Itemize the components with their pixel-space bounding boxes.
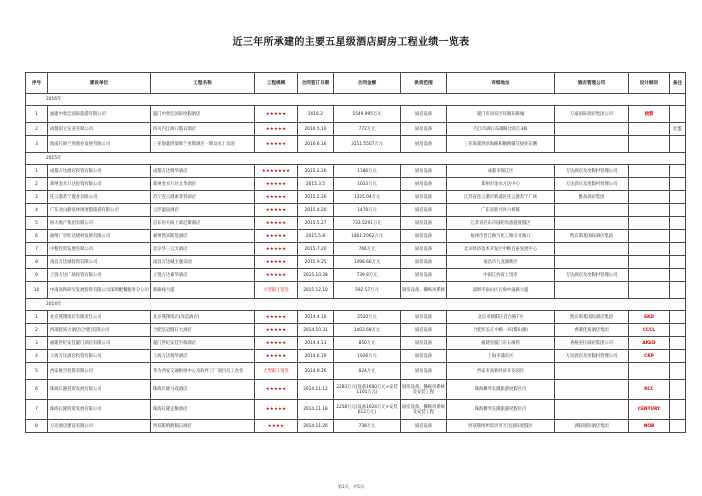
table-row bbox=[26, 136, 686, 153]
amount-cell: 766万元 bbox=[334, 243, 401, 256]
amount-cell: 2283万元(设备1680万元+安装1101万元) bbox=[334, 380, 401, 400]
remark-cell bbox=[670, 380, 686, 400]
year-label: 2016年 bbox=[26, 94, 686, 106]
remark-cell bbox=[670, 204, 686, 217]
manager-cell bbox=[555, 380, 629, 400]
table-row bbox=[26, 324, 686, 337]
scope-cell: 厨房设备 bbox=[401, 420, 447, 433]
table-row bbox=[26, 350, 686, 363]
remark-cell bbox=[670, 324, 686, 337]
table-row bbox=[26, 363, 686, 380]
remark-cell bbox=[670, 282, 686, 299]
row-number: 1 bbox=[26, 106, 48, 123]
remark-cell bbox=[670, 191, 686, 204]
date-cell: 2015.12.10 bbox=[298, 282, 334, 299]
table-row bbox=[26, 178, 686, 191]
date-cell: 2015.3.5 bbox=[298, 178, 334, 191]
date-cell: 2014.11.26 bbox=[298, 420, 334, 433]
amount-cell: 824万元 bbox=[334, 363, 401, 380]
date-cell: 2014.4.11 bbox=[298, 337, 334, 350]
address-cell: 西双版纳州景洪市万达国际度假区 bbox=[447, 420, 555, 433]
remark-cell bbox=[670, 106, 686, 123]
scale-cell: 大型职工饭堂 bbox=[255, 363, 298, 380]
scope-cell: 厨房设备 bbox=[401, 204, 447, 217]
remark-cell bbox=[670, 420, 686, 433]
date-cell: 2015.9.25 bbox=[298, 256, 334, 269]
table-row bbox=[26, 400, 686, 420]
table-row bbox=[26, 204, 686, 217]
date-cell: 2015.2.26 bbox=[298, 191, 334, 204]
address-cell: 厦门市同安区环湖东路城 bbox=[447, 106, 555, 123]
consultant-cell bbox=[629, 282, 670, 299]
consultant-cell bbox=[629, 165, 670, 178]
row-number: 7 bbox=[26, 243, 48, 256]
row-number: 3 bbox=[26, 191, 48, 204]
date-cell: 2014.9.26 bbox=[298, 363, 334, 380]
amount-cell: 2258万元(设备1624万元+安装612万元) bbox=[334, 400, 401, 420]
manager-cell bbox=[555, 217, 629, 230]
project-cell: 南昌万达城主题乐园 bbox=[151, 256, 255, 269]
row-number: 8 bbox=[26, 256, 48, 269]
scope-cell: 厨房设备、操纵风系统 bbox=[401, 282, 447, 299]
amount-cell: 850万元 bbox=[334, 337, 401, 350]
manager-cell: 香港优质酒店集团 bbox=[555, 324, 629, 337]
address-cell: 江苏省连云港市新浦区连云港苏宁广场 bbox=[447, 191, 555, 204]
owner-cell: 广东龙山静泉休闲度假旅游有限公司 bbox=[48, 204, 151, 217]
row-number: 7 bbox=[26, 400, 48, 420]
owner-cell: 福建中奥宏国际旅游有限公司 bbox=[48, 106, 151, 123]
scale-cell: 大型职工饭堂 bbox=[255, 282, 298, 299]
table-row bbox=[26, 165, 686, 178]
manager-cell bbox=[555, 363, 629, 380]
address-cell: 福建省厦门市五缘湾 bbox=[447, 337, 555, 350]
row-number: 1 bbox=[26, 311, 48, 324]
scale-cell: ★★★★★ bbox=[255, 269, 298, 282]
owner-cell: 珠海长隆投资发展有限公司 bbox=[48, 400, 151, 420]
owner-cell: 福州广亭旺达建材发展有限公司 bbox=[48, 230, 151, 243]
scope-cell: 厨房设备 bbox=[401, 230, 447, 243]
scale-cell: ★★★★★ bbox=[255, 324, 298, 337]
consultant-cell: SKD bbox=[629, 311, 670, 324]
owner-cell: 郑州金水万达投资有限公司 bbox=[48, 178, 151, 191]
remark-cell bbox=[670, 217, 686, 230]
address-cell: 中国江西省上饶市 bbox=[447, 269, 555, 282]
date-cell: 2015.5.8 bbox=[298, 230, 334, 243]
scope-cell: 厨房设备、操纵风系统及安装工程 bbox=[401, 400, 447, 420]
project-cell: 四川内江洲口假日酒店 bbox=[151, 123, 255, 136]
manager-cell: 雅高酒店集团 bbox=[555, 191, 629, 204]
table-row bbox=[26, 269, 686, 282]
scope-cell: 厨房设备 bbox=[401, 243, 447, 256]
project-cell: 福州凯宾斯基酒店 bbox=[151, 230, 255, 243]
manager-cell bbox=[555, 282, 629, 299]
manager-cell: 万达酒店及度假村管理公司 bbox=[555, 178, 629, 191]
address-cell: 福州市晋江路与化工路交叉路口 bbox=[447, 230, 555, 243]
date-cell: 2015.10.28 bbox=[298, 269, 334, 282]
date-cell: 2015.7.20 bbox=[298, 243, 334, 256]
table-row bbox=[26, 230, 686, 243]
scale-cell: ★★★★★ bbox=[255, 337, 298, 350]
table-row bbox=[26, 243, 686, 256]
manager-cell: 凯宾斯基国际酒店集团 bbox=[555, 230, 629, 243]
amount-cell: 739.8万元 bbox=[334, 269, 401, 282]
address-cell: 北京市朝阳区首台路7号 bbox=[447, 311, 555, 324]
scope-cell: 厨房设备 bbox=[401, 363, 447, 380]
scope-cell: 厨房设备 bbox=[401, 337, 447, 350]
manager-cell: 洲际国际酒店集团 bbox=[555, 420, 629, 433]
amount-cell: 1033万元 bbox=[334, 178, 401, 191]
owner-cell: 北京燕翔饭店有限责任公司 bbox=[48, 311, 151, 324]
remark-cell bbox=[670, 256, 686, 269]
address-cell: 深圳市南山区后海中南路大厦 bbox=[447, 282, 555, 299]
scale-cell: ★★★★★ bbox=[255, 311, 298, 324]
scope-cell: 厨房设备 bbox=[401, 178, 447, 191]
manager-cell bbox=[555, 123, 629, 136]
scope-cell: 厨房设备 bbox=[401, 136, 447, 153]
remark-cell bbox=[670, 136, 686, 153]
date-cell: 2015.4.20 bbox=[298, 204, 334, 217]
row-number: 6 bbox=[26, 380, 48, 400]
amount-cell: 733.5291万元 bbox=[334, 217, 401, 230]
amount-cell: 1403.68万元 bbox=[334, 324, 401, 337]
consultant-cell bbox=[629, 217, 670, 230]
project-cell: 厦门世纪安佳至瑞酒店 bbox=[151, 337, 255, 350]
scope-cell: 厨房设备 bbox=[401, 256, 447, 269]
consultant-cell bbox=[629, 256, 670, 269]
table-row bbox=[26, 217, 686, 230]
page-title: 近三年所承建的主要五星级酒店厨房工程业绩一览表 bbox=[232, 37, 470, 48]
remark-cell bbox=[670, 363, 686, 380]
row-number: 5 bbox=[26, 363, 48, 380]
owner-cell: 福建世纪安佳厦门酒店有限公司 bbox=[48, 337, 151, 350]
remark-cell bbox=[670, 269, 686, 282]
amount-cell: 772万元 bbox=[334, 123, 401, 136]
owner-cell: 海南长锦兰苑商业发展有限公司 bbox=[48, 136, 151, 153]
manager-cell: 万达酒店及度假村管理公司 bbox=[555, 350, 629, 363]
scope-cell: 厨房设备 bbox=[401, 324, 447, 337]
address-cell: 三亚海棠湾滨海路和顺路辅交接处东侧 bbox=[447, 136, 555, 153]
scope-cell: 厨房设备 bbox=[401, 217, 447, 230]
owner-cell: 上海万达酒店投资有限公司 bbox=[48, 350, 151, 363]
owner-cell: 上饶万达广场投资有限公司 bbox=[48, 269, 151, 282]
project-cell: 三亚海棠湾梁锦兰亚斯酒店一期及水上乐园 bbox=[151, 136, 255, 153]
date-cell: 2016.6.16 bbox=[298, 136, 334, 153]
consultant-cell: CCCL bbox=[629, 324, 670, 337]
owner-cell: 中粮投资发展有限公司 bbox=[48, 243, 151, 256]
header-remark: 备注 bbox=[670, 73, 686, 94]
project-cell: 厦门中奥宏国际度假酒店 bbox=[151, 106, 255, 123]
project-cell: 成都万达瑞华酒店 bbox=[151, 165, 255, 178]
year-label: 2015年 bbox=[26, 153, 686, 165]
project-cell: 北京燕翔饭店(改造酒店) bbox=[151, 311, 255, 324]
row-number: 5 bbox=[26, 217, 48, 230]
consultant-cell bbox=[629, 136, 670, 153]
consultant-cell: CENTURY bbox=[629, 400, 670, 420]
table-row bbox=[26, 420, 686, 433]
amount-cell: 1186万元 bbox=[334, 165, 401, 178]
owner-cell: 连云港苏宁置业有限公司 bbox=[48, 191, 151, 204]
address-cell: 南昌市九龙湖新区 bbox=[447, 256, 555, 269]
manager-cell bbox=[555, 400, 629, 420]
row-number: 3 bbox=[26, 136, 48, 153]
scale-cell: ★★★★★ bbox=[255, 350, 298, 363]
header-date: 合同签订日期 bbox=[298, 73, 334, 94]
owner-cell: 万达酒店建设有限公司 bbox=[48, 420, 151, 433]
manager-cell bbox=[555, 256, 629, 269]
scale-cell: ★★★★★ bbox=[255, 256, 298, 269]
row-number: 1 bbox=[26, 165, 48, 178]
remark-cell: 北盟 bbox=[670, 123, 686, 136]
row-number: 2 bbox=[26, 178, 48, 191]
project-cell: 苏宁连云港索菲特酒店 bbox=[151, 191, 255, 204]
consultant-cell bbox=[629, 230, 670, 243]
row-number: 8 bbox=[26, 420, 48, 433]
date-cell: 2016.2 bbox=[298, 106, 334, 123]
row-number: 2 bbox=[26, 123, 48, 136]
scale-cell: ★★★★ bbox=[255, 420, 298, 433]
remark-cell bbox=[670, 165, 686, 178]
project-table bbox=[25, 72, 686, 433]
project-cell: 上饶万达嘉华酒店 bbox=[151, 269, 255, 282]
project-cell: 珠海长隆马戏酒店 bbox=[151, 380, 255, 400]
remark-cell bbox=[670, 400, 686, 420]
table-body bbox=[26, 94, 686, 433]
scale-cell: ★★★★★ bbox=[255, 217, 298, 230]
row-number: 2 bbox=[26, 324, 48, 337]
scale-cell: ★★★★★ bbox=[255, 243, 298, 256]
address-cell: 郑州市金水万达中心 bbox=[447, 178, 555, 191]
date-cell: 2014.4.16 bbox=[298, 311, 334, 324]
date-cell: 2014.11.12 bbox=[298, 380, 334, 400]
header-no: 序号 bbox=[26, 73, 48, 94]
manager-cell: 凯宾斯基国际酒店集团 bbox=[555, 311, 629, 324]
header-manager: 酒店管理公司 bbox=[555, 73, 629, 94]
amount-cell: 1461.7062万元 bbox=[334, 230, 401, 243]
scope-cell: 厨房设备 bbox=[401, 123, 447, 136]
page-footer: 第1页，共5页 bbox=[337, 484, 365, 489]
scope-cell: 厨房设备、操纵风系统及安装工程 bbox=[401, 380, 447, 400]
consultant-cell bbox=[629, 123, 670, 136]
consultant-cell bbox=[629, 204, 670, 217]
scale-cell: ★★★★★ bbox=[255, 106, 298, 123]
manager-cell: 万豪国际酒店集团公司 bbox=[555, 106, 629, 123]
project-cell: 合肥皇冠假日大酒店 bbox=[151, 324, 255, 337]
table-row bbox=[26, 256, 686, 269]
owner-cell: 恒大地产集团有限公司 bbox=[48, 217, 151, 230]
project-cell: 珠海长隆企鹅酒店 bbox=[151, 400, 255, 420]
scope-cell: 厨房设备 bbox=[401, 350, 447, 363]
manager-cell bbox=[555, 136, 629, 153]
consultant-cell: KCC bbox=[629, 380, 670, 400]
scope-cell: 厨房设备 bbox=[401, 165, 447, 178]
amount-cell: 1325.04万元 bbox=[334, 191, 401, 204]
year-section-row bbox=[26, 153, 686, 165]
header-address: 详细地址 bbox=[447, 73, 555, 94]
owner-cell: 中南高铁研究发展投资有限公司深圳配餐服务分公司 bbox=[48, 282, 151, 299]
address-cell: 北京经济技术开发区中粮首座发展中心 bbox=[447, 243, 555, 256]
scale-cell: ★★★★★ bbox=[255, 136, 298, 153]
remark-cell bbox=[670, 311, 686, 324]
address-cell: 上海市浦东区 bbox=[447, 350, 555, 363]
header-consultant: 设计顾问 bbox=[629, 73, 670, 94]
consultant-cell: CKP bbox=[629, 350, 670, 363]
address-cell: 广东省新兴县六祖镇 bbox=[447, 204, 555, 217]
address-cell: 内江市洲口东湖路比滨江3栋 bbox=[447, 123, 555, 136]
scope-cell: 厨房设备 bbox=[401, 311, 447, 324]
amount-cell: 592.57万元 bbox=[334, 282, 401, 299]
manager-cell bbox=[555, 243, 629, 256]
header-project: 工程名称 bbox=[151, 73, 255, 94]
table-row bbox=[26, 191, 686, 204]
year-label: 2014年 bbox=[26, 299, 686, 311]
table-row bbox=[26, 106, 686, 123]
scale-cell: ★★★★★ bbox=[255, 204, 298, 217]
scope-cell: 厨房设备 bbox=[401, 269, 447, 282]
row-number: 10 bbox=[26, 282, 48, 299]
owner-cell: 成都万达酒店投资有限公司 bbox=[48, 165, 151, 178]
table-row bbox=[26, 380, 686, 400]
scope-cell: 厨房设备 bbox=[401, 191, 447, 204]
project-cell: 郑州金水万达文华酒店 bbox=[151, 178, 255, 191]
owner-cell: 南昌万达城投资有限公司 bbox=[48, 256, 151, 269]
owner-cell: 西安航空投资有限公司 bbox=[48, 363, 151, 380]
consultant-cell: AKED bbox=[629, 337, 670, 350]
amount-cell: 1549.995万元 bbox=[334, 106, 401, 123]
manager-cell: 万达酒店及度假村管理公司 bbox=[555, 269, 629, 282]
address-cell: 江苏省启东市圆陀角旅游度假区 bbox=[447, 217, 555, 230]
project-cell: 北京华三云天酒店 bbox=[151, 243, 255, 256]
remark-cell bbox=[670, 230, 686, 243]
remark-cell bbox=[670, 178, 686, 191]
row-number: 3 bbox=[26, 337, 48, 350]
scale-cell: ★★★★★ bbox=[255, 123, 298, 136]
table-row bbox=[26, 311, 686, 324]
remark-cell bbox=[670, 337, 686, 350]
date-cell: 2014.11.18 bbox=[298, 400, 334, 420]
consultant-cell: 梳管 bbox=[629, 106, 670, 123]
amount-cell: 738万元 bbox=[334, 420, 401, 433]
owner-cell: 珠海长隆投资发展有限公司 bbox=[48, 380, 151, 400]
scale-cell: ★★★★★★★ bbox=[255, 165, 298, 178]
consultant-cell bbox=[629, 178, 670, 191]
date-cell: 2014.6.19 bbox=[298, 350, 334, 363]
date-cell: 2015.5.27 bbox=[298, 217, 334, 230]
owner-cell: 成都国立实业有限公司 bbox=[48, 123, 151, 136]
scale-cell: ★★★★★ bbox=[255, 191, 298, 204]
row-number: 4 bbox=[26, 204, 48, 217]
header-scale: 工程规模 bbox=[255, 73, 298, 94]
amount-cell: 1498.66万元 bbox=[334, 256, 401, 269]
table-row bbox=[26, 337, 686, 350]
scale-cell: ★★★★★ bbox=[255, 400, 298, 420]
date-cell: 2015.2.20 bbox=[298, 165, 334, 178]
address-cell: 珠海横琴长隆旅游度假区内 bbox=[447, 380, 555, 400]
address-cell: 成都市锦江区 bbox=[447, 165, 555, 178]
row-number: 4 bbox=[26, 350, 48, 363]
scale-cell: ★★★★★ bbox=[255, 178, 298, 191]
project-cell: 启东恒大海上威尼斯酒店 bbox=[151, 217, 255, 230]
project-cell: 新路线大厦 bbox=[151, 282, 255, 299]
table-row bbox=[26, 282, 686, 299]
row-number: 6 bbox=[26, 230, 48, 243]
amount-cell: 1470万元 bbox=[334, 204, 401, 217]
project-cell: 华为西安交通枢纽中心及软件工厂项目员工食堂 bbox=[151, 363, 255, 380]
consultant-cell bbox=[629, 363, 670, 380]
header-row bbox=[26, 73, 686, 94]
project-cell: 西双版纳鸥假日酒店 bbox=[151, 420, 255, 433]
row-number: 9 bbox=[26, 269, 48, 282]
manager-cell: 万达酒店及度假村管理公司 bbox=[555, 165, 629, 178]
date-cell: 2014.10.31 bbox=[298, 324, 334, 337]
header-amount: 合同金额 bbox=[334, 73, 401, 94]
amount-cell: 3151.5507万元 bbox=[334, 136, 401, 153]
year-section-row bbox=[26, 94, 686, 106]
consultant-cell bbox=[629, 243, 670, 256]
manager-cell: 香格里拉酒店集团公司 bbox=[555, 337, 629, 350]
consultant-cell bbox=[629, 191, 670, 204]
scale-cell: ★★★★★ bbox=[255, 380, 298, 400]
date-cell: 2016.5.10 bbox=[298, 123, 334, 136]
address-cell: 珠海横琴长隆旅游度假区内 bbox=[447, 400, 555, 420]
project-cell: 云浮温泉酒店 bbox=[151, 204, 255, 217]
table-row bbox=[26, 123, 686, 136]
amount-cell: 1926万元 bbox=[334, 350, 401, 363]
manager-cell bbox=[555, 204, 629, 217]
address-cell: 合肥市长江中路一环(蜀山湖) bbox=[447, 324, 555, 337]
remark-cell bbox=[670, 350, 686, 363]
scale-cell: ★★★★★ bbox=[255, 230, 298, 243]
header-owner: 建设单位 bbox=[48, 73, 151, 94]
consultant-cell bbox=[629, 269, 670, 282]
remark-cell bbox=[670, 243, 686, 256]
project-cell: 上海万达瑞华酒店 bbox=[151, 350, 255, 363]
consultant-cell: NOB bbox=[629, 420, 670, 433]
header-scope: 供货范围 bbox=[401, 73, 447, 94]
year-section-row bbox=[26, 299, 686, 311]
owner-cell: 西部优质大酒店(合肥)有限公司 bbox=[48, 324, 151, 337]
amount-cell: 2520万元 bbox=[334, 311, 401, 324]
scope-cell: 厨房设备 bbox=[401, 106, 447, 123]
address-cell: 西安市高新经济开发园区 bbox=[447, 363, 555, 380]
